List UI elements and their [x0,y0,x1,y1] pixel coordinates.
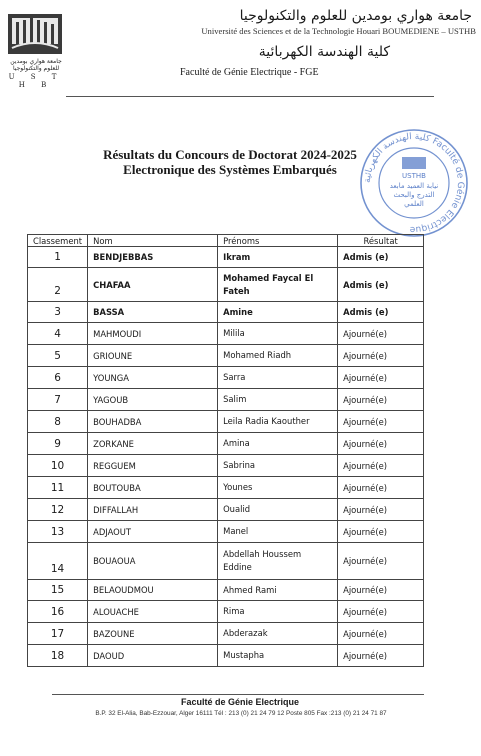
stamp-center-line4: العلمي [404,200,424,208]
stamp-center-line1: USTHB [402,172,426,180]
cell-resultat: Ajourné(e) [338,580,424,601]
cell-nom: BASSA [88,302,218,323]
header-prenoms: Prénoms [218,235,338,247]
cell-nom: BOUTOUBA [88,477,218,499]
table-row [28,499,424,521]
university-name-arabic: جامعة هواري بومدين للعلوم والتكنولوجيا [239,8,472,24]
table-header-row [28,235,424,247]
cell-nom: GRIOUNE [88,345,218,367]
results-table [27,234,424,667]
cell-rank: 16 [28,601,88,623]
cell-resultat: Ajourné(e) [338,455,424,477]
table-row [28,601,424,623]
cell-resultat: Ajourné(e) [338,477,424,499]
cell-prenom: Milila [218,323,338,345]
cell-nom: MAHMOUDI [88,323,218,345]
cell-rank: 3 [28,302,88,323]
cell-prenom: Leila Radia Kaouther [218,411,338,433]
header-divider [66,96,434,97]
cell-nom: BENDJEBBAS [88,247,218,268]
cell-resultat: Ajourné(e) [338,345,424,367]
cell-prenom: Abderazak [218,623,338,645]
table-row [28,323,424,345]
stamp-center-line3: التدرج والبحث [393,191,435,199]
cell-nom: BAZOUNE [88,623,218,645]
cell-resultat: Admis (e) [338,268,424,302]
cell-nom: CHAFAA [88,268,218,302]
footer-title: Faculté de Génie Electrique [180,697,300,707]
cell-prenom: Mustapha [218,645,338,667]
cell-resultat: Ajourné(e) [338,623,424,645]
cell-rank: 1 [28,247,88,268]
cell-prenom: Mohamed Faycal El Fateh [218,268,338,302]
cell-prenom: Amine [218,302,338,323]
cell-rank: 2 [28,268,88,302]
cell-rank: 4 [28,323,88,345]
cell-resultat: Ajourné(e) [338,601,424,623]
cell-nom: BELAOUDMOU [88,580,218,601]
cell-rank: 8 [28,411,88,433]
table-row [28,268,424,302]
cell-rank: 10 [28,455,88,477]
cell-resultat: Ajourné(e) [338,499,424,521]
table-row [28,302,424,323]
cell-rank: 12 [28,499,88,521]
cell-resultat: Ajourné(e) [338,521,424,543]
document-title: Résultats du Concours de Doctorat 2024-2025 [103,147,357,162]
cell-resultat: Admis (e) [338,302,424,323]
table-row [28,247,424,268]
table-row [28,455,424,477]
header-classement: Classement [28,235,88,247]
cell-prenom: Ahmed Rami [218,580,338,601]
document-subtitle: Electronique des Systèmes Embarqués [123,162,337,177]
cell-resultat: Ajourné(e) [338,645,424,667]
stamp-ring-text: كلية الهندسة الكهربائية Faculté de Génie Electrique [362,131,466,235]
cell-nom: BOUHADBA [88,411,218,433]
table-row [28,367,424,389]
table-row [28,645,424,667]
table-row [28,345,424,367]
cell-nom: DAOUD [88,645,218,667]
cell-resultat: Ajourné(e) [338,543,424,580]
logo-usthb-text: U S T H B [8,73,64,89]
cell-nom: ZORKANE [88,433,218,455]
table-row [28,433,424,455]
cell-rank: 14 [28,543,88,580]
cell-prenom: Sabrina [218,455,338,477]
cell-prenom: Abdellah Houssem Eddine [218,543,338,580]
footer-address: B.P. 32 El-Alia, Bab-Ezzouar, Alger 16111 Tél : 213 (0) 21 24 79 12 Poste 805 Fax :213 (0) 21 24 71 87 [95,710,387,717]
cell-nom: BOUAOUA [88,543,218,580]
cell-rank: 11 [28,477,88,499]
cell-resultat: Admis (e) [338,247,424,268]
table-row [28,411,424,433]
cell-rank: 18 [28,645,88,667]
cell-prenom: Mohamed Riadh [218,345,338,367]
stamp-center-line2: نيابة العميد مابعد [389,182,439,190]
cell-prenom: Salim [218,389,338,411]
cell-rank: 13 [28,521,88,543]
cell-nom: DIFFALLAH [88,499,218,521]
cell-prenom: Amina [218,433,338,455]
faculty-name-french: Faculté de Génie Electrique - FGE [180,67,319,78]
header-nom: Nom [88,235,218,247]
cell-nom: ALOUACHE [88,601,218,623]
table-row [28,623,424,645]
table-row [28,389,424,411]
header-resultat: Résultat [338,235,424,247]
cell-prenom: Rima [218,601,338,623]
table-row [28,477,424,499]
cell-resultat: Ajourné(e) [338,389,424,411]
cell-resultat: Ajourné(e) [338,433,424,455]
cell-prenom: Oualid [218,499,338,521]
cell-rank: 7 [28,389,88,411]
cell-rank: 5 [28,345,88,367]
cell-resultat: Ajourné(e) [338,323,424,345]
cell-nom: YOUNGA [88,367,218,389]
cell-rank: 9 [28,433,88,455]
cell-rank: 15 [28,580,88,601]
cell-prenom: Sarra [218,367,338,389]
cell-prenom: Younes [218,477,338,499]
cell-resultat: Ajourné(e) [338,367,424,389]
university-name-french: Université des Sciences et de la Technologie Houari BOUMEDIENE – USTHB [201,26,476,36]
table-row [28,580,424,601]
cell-nom: ADJAOUT [88,521,218,543]
faculty-name-arabic: كلية الهندسة الكهربائية [258,44,390,60]
cell-rank: 6 [28,367,88,389]
table-row [28,521,424,543]
cell-nom: YAGOUB [88,389,218,411]
footer-divider [52,694,424,695]
cell-resultat: Ajourné(e) [338,411,424,433]
cell-rank: 17 [28,623,88,645]
table-row [28,543,424,580]
cell-prenom: Ikram [218,247,338,268]
cell-nom: REGGUEM [88,455,218,477]
cell-prenom: Manel [218,521,338,543]
official-stamp [358,127,470,239]
logo-arabic-text: جامعة هواري بومدين للعلوم والتكنولوجيا [10,58,62,72]
